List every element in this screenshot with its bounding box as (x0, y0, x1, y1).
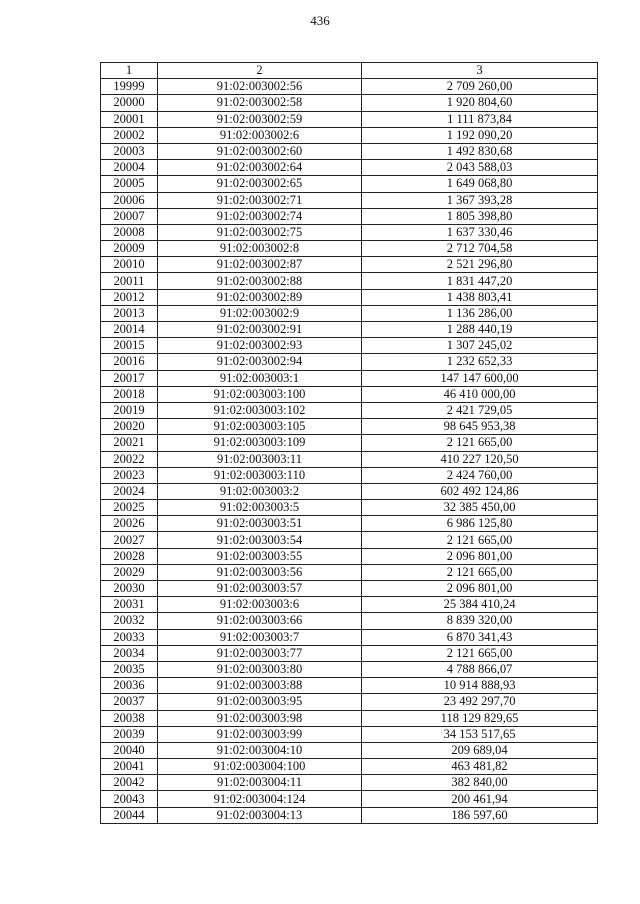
cadastral-number-cell: 91:02:003002:59 (158, 111, 362, 127)
cadastral-number-cell: 91:02:003003:110 (158, 467, 362, 483)
value-cell: 2 121 665,00 (362, 564, 598, 580)
row-number-cell: 20041 (101, 759, 158, 775)
table-body (101, 79, 598, 824)
table-row (101, 742, 598, 758)
cadastral-number-cell: 91:02:003002:56 (158, 79, 362, 95)
cadastral-number-cell: 91:02:003003:5 (158, 500, 362, 516)
value-cell: 602 492 124,86 (362, 483, 598, 499)
column-header-cadastral-number: 2 (158, 63, 362, 79)
cadastral-number-cell: 91:02:003002:74 (158, 208, 362, 224)
cadastral-number-cell: 91:02:003003:88 (158, 678, 362, 694)
row-number-cell: 20012 (101, 289, 158, 305)
value-cell: 1 136 286,00 (362, 305, 598, 321)
row-number-cell: 20044 (101, 807, 158, 823)
row-number-cell: 20038 (101, 710, 158, 726)
row-number-cell: 20002 (101, 127, 158, 143)
value-cell: 4 788 866,07 (362, 661, 598, 677)
value-cell: 1 649 068,80 (362, 176, 598, 192)
row-number-cell: 20032 (101, 613, 158, 629)
cadastral-number-cell: 91:02:003003:55 (158, 548, 362, 564)
value-cell: 2 709 260,00 (362, 79, 598, 95)
row-number-cell: 20020 (101, 419, 158, 435)
row-number-cell: 20017 (101, 370, 158, 386)
value-cell: 2 121 665,00 (362, 435, 598, 451)
row-number-cell: 20010 (101, 257, 158, 273)
value-cell: 2 121 665,00 (362, 532, 598, 548)
value-cell: 2 096 801,00 (362, 548, 598, 564)
row-number-cell: 20043 (101, 791, 158, 807)
row-number-cell: 20035 (101, 661, 158, 677)
cadastral-number-cell: 91:02:003002:88 (158, 273, 362, 289)
row-number-cell: 20034 (101, 645, 158, 661)
row-number-cell: 20037 (101, 694, 158, 710)
cadastral-number-cell: 91:02:003003:6 (158, 597, 362, 613)
value-cell: 463 481,82 (362, 759, 598, 775)
table-row (101, 143, 598, 159)
value-cell: 1 637 330,46 (362, 224, 598, 240)
row-number-cell: 20029 (101, 564, 158, 580)
table-row (101, 467, 598, 483)
value-cell: 46 410 000,00 (362, 386, 598, 402)
cadastral-number-cell: 91:02:003003:56 (158, 564, 362, 580)
table-row (101, 386, 598, 402)
row-number-cell: 20014 (101, 322, 158, 338)
table-row (101, 241, 598, 257)
row-number-cell: 20040 (101, 742, 158, 758)
cadastral-number-cell: 91:02:003002:89 (158, 289, 362, 305)
row-number-cell: 20016 (101, 354, 158, 370)
table-row (101, 516, 598, 532)
row-number-cell: 20003 (101, 143, 158, 159)
row-number-cell: 20023 (101, 467, 158, 483)
value-cell: 1 805 398,80 (362, 208, 598, 224)
cadastral-number-cell: 91:02:003002:94 (158, 354, 362, 370)
cadastral-number-cell: 91:02:003003:51 (158, 516, 362, 532)
row-number-cell: 20021 (101, 435, 158, 451)
row-number-cell: 20015 (101, 338, 158, 354)
table-row (101, 176, 598, 192)
row-number-cell: 20009 (101, 241, 158, 257)
table-row (101, 613, 598, 629)
table-row (101, 532, 598, 548)
table-row (101, 775, 598, 791)
table-row (101, 79, 598, 95)
table-row (101, 192, 598, 208)
value-cell: 382 840,00 (362, 775, 598, 791)
table-row (101, 548, 598, 564)
table-row (101, 694, 598, 710)
value-cell: 1 920 804,60 (362, 95, 598, 111)
cadastral-number-cell: 91:02:003003:2 (158, 483, 362, 499)
header-row (101, 63, 598, 79)
value-cell: 25 384 410,24 (362, 597, 598, 613)
cadastral-number-cell: 91:02:003004:100 (158, 759, 362, 775)
row-number-cell: 20025 (101, 500, 158, 516)
cadastral-number-cell: 91:02:003003:57 (158, 581, 362, 597)
column-header-value: 3 (362, 63, 598, 79)
cadastral-number-cell: 91:02:003003:109 (158, 435, 362, 451)
value-cell: 1 288 440,19 (362, 322, 598, 338)
value-cell: 34 153 517,65 (362, 726, 598, 742)
value-cell: 1 367 393,28 (362, 192, 598, 208)
table-row (101, 95, 598, 111)
value-cell: 98 645 953,38 (362, 419, 598, 435)
cadastral-number-cell: 91:02:003003:54 (158, 532, 362, 548)
table-row (101, 402, 598, 418)
table-row (101, 791, 598, 807)
cadastral-number-cell: 91:02:003003:100 (158, 386, 362, 402)
row-number-cell: 20007 (101, 208, 158, 224)
cadastral-number-cell: 91:02:003004:13 (158, 807, 362, 823)
value-cell: 1 492 830,68 (362, 143, 598, 159)
row-number-cell: 20030 (101, 581, 158, 597)
cadastral-number-cell: 91:02:003003:7 (158, 629, 362, 645)
value-cell: 23 492 297,70 (362, 694, 598, 710)
table-row (101, 354, 598, 370)
value-cell: 1 111 873,84 (362, 111, 598, 127)
table-row (101, 710, 598, 726)
row-number-cell: 20001 (101, 111, 158, 127)
table-row (101, 338, 598, 354)
cadastral-number-cell: 91:02:003003:1 (158, 370, 362, 386)
cadastral-number-cell: 91:02:003002:75 (158, 224, 362, 240)
row-number-cell: 20019 (101, 402, 158, 418)
table-row (101, 483, 598, 499)
value-cell: 8 839 320,00 (362, 613, 598, 629)
cadastral-number-cell: 91:02:003003:105 (158, 419, 362, 435)
cadastral-number-cell: 91:02:003002:8 (158, 241, 362, 257)
value-cell: 186 597,60 (362, 807, 598, 823)
table-row (101, 370, 598, 386)
row-number-cell: 20033 (101, 629, 158, 645)
cadastral-number-cell: 91:02:003002:65 (158, 176, 362, 192)
column-header-number: 1 (101, 63, 158, 79)
cadastral-number-cell: 91:02:003004:10 (158, 742, 362, 758)
row-number-cell: 20018 (101, 386, 158, 402)
cadastral-number-cell: 91:02:003003:95 (158, 694, 362, 710)
table-row (101, 224, 598, 240)
cadastral-number-cell: 91:02:003002:64 (158, 160, 362, 176)
value-cell: 200 461,94 (362, 791, 598, 807)
page-number: 436 (310, 13, 330, 28)
table-row (101, 419, 598, 435)
row-number-cell: 20022 (101, 451, 158, 467)
table-row (101, 726, 598, 742)
value-cell: 1 438 803,41 (362, 289, 598, 305)
row-number-cell: 20027 (101, 532, 158, 548)
cadastral-number-cell: 91:02:003003:102 (158, 402, 362, 418)
row-number-cell: 20024 (101, 483, 158, 499)
cadastral-number-cell: 91:02:003002:71 (158, 192, 362, 208)
value-cell: 32 385 450,00 (362, 500, 598, 516)
cadastral-number-cell: 91:02:003003:11 (158, 451, 362, 467)
row-number-cell: 20008 (101, 224, 158, 240)
row-number-cell: 20013 (101, 305, 158, 321)
table-row (101, 581, 598, 597)
row-number-cell: 20036 (101, 678, 158, 694)
value-cell: 6 870 341,43 (362, 629, 598, 645)
value-cell: 1 307 245,02 (362, 338, 598, 354)
row-number-cell: 20028 (101, 548, 158, 564)
value-cell: 2 043 588,03 (362, 160, 598, 176)
table-row (101, 111, 598, 127)
table-row (101, 500, 598, 516)
cadastral-number-cell: 91:02:003003:98 (158, 710, 362, 726)
cadastral-number-cell: 91:02:003003:66 (158, 613, 362, 629)
table-row (101, 678, 598, 694)
row-number-cell: 20039 (101, 726, 158, 742)
table-row (101, 759, 598, 775)
row-number-cell: 20004 (101, 160, 158, 176)
cadastral-number-cell: 91:02:003004:11 (158, 775, 362, 791)
row-number-cell: 20006 (101, 192, 158, 208)
table-row (101, 564, 598, 580)
table-row (101, 160, 598, 176)
row-number-cell: 20011 (101, 273, 158, 289)
cadastral-number-cell: 91:02:003002:60 (158, 143, 362, 159)
table-row (101, 257, 598, 273)
table-row (101, 661, 598, 677)
cadastral-number-cell: 91:02:003002:6 (158, 127, 362, 143)
value-cell: 1 831 447,20 (362, 273, 598, 289)
cadastral-number-cell: 91:02:003004:124 (158, 791, 362, 807)
row-number-cell: 20031 (101, 597, 158, 613)
value-cell: 209 689,04 (362, 742, 598, 758)
row-number-cell: 20042 (101, 775, 158, 791)
value-cell: 1 232 652,33 (362, 354, 598, 370)
value-cell: 410 227 120,50 (362, 451, 598, 467)
cadastral-number-cell: 91:02:003002:87 (158, 257, 362, 273)
value-cell: 2 712 704,58 (362, 241, 598, 257)
value-cell: 2 121 665,00 (362, 645, 598, 661)
cadastral-number-cell: 91:02:003003:99 (158, 726, 362, 742)
row-number-cell: 20005 (101, 176, 158, 192)
value-cell: 2 096 801,00 (362, 581, 598, 597)
row-number-cell: 19999 (101, 79, 158, 95)
table-row (101, 435, 598, 451)
table-row (101, 807, 598, 823)
cadastral-number-cell: 91:02:003002:58 (158, 95, 362, 111)
value-cell: 118 129 829,65 (362, 710, 598, 726)
value-cell: 10 914 888,93 (362, 678, 598, 694)
value-cell: 1 192 090,20 (362, 127, 598, 143)
cadastral-number-cell: 91:02:003002:91 (158, 322, 362, 338)
value-cell: 2 424 760,00 (362, 467, 598, 483)
table-row (101, 273, 598, 289)
row-number-cell: 20026 (101, 516, 158, 532)
cadastral-number-cell: 91:02:003002:93 (158, 338, 362, 354)
table-row (101, 127, 598, 143)
value-cell: 6 986 125,80 (362, 516, 598, 532)
table-row (101, 322, 598, 338)
value-cell: 2 521 296,80 (362, 257, 598, 273)
cadastral-value-table (100, 62, 598, 824)
value-cell: 147 147 600,00 (362, 370, 598, 386)
cadastral-number-cell: 91:02:003002:9 (158, 305, 362, 321)
table-row (101, 451, 598, 467)
table-row (101, 208, 598, 224)
cadastral-number-cell: 91:02:003003:77 (158, 645, 362, 661)
row-number-cell: 20000 (101, 95, 158, 111)
table-row (101, 629, 598, 645)
table-row (101, 597, 598, 613)
table-row (101, 305, 598, 321)
cadastral-number-cell: 91:02:003003:80 (158, 661, 362, 677)
table-row (101, 645, 598, 661)
value-cell: 2 421 729,05 (362, 402, 598, 418)
table-row (101, 289, 598, 305)
